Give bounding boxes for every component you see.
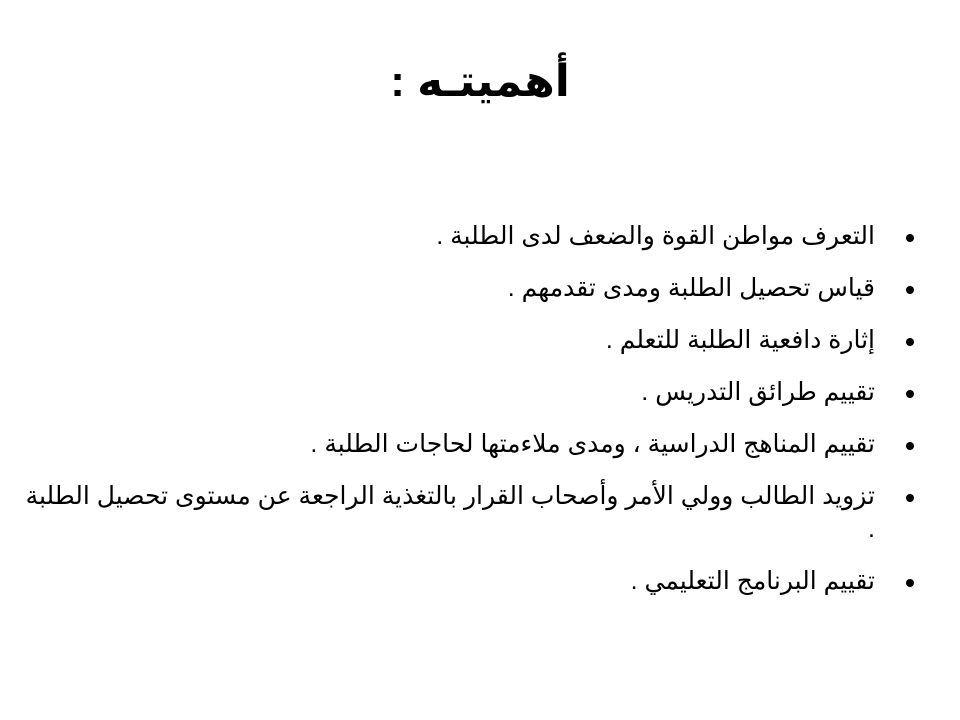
bullet-item (100, 565, 920, 598)
bullet-text: تقييم المناهج الدراسية ، ومدى ملاءمتها لحاجات الطلبة . (310, 430, 875, 458)
bullet-item (100, 324, 920, 357)
bullet-text: قياس تحصيل الطلبة ومدى تقدمهم . (507, 274, 875, 302)
bullet-dot-icon (906, 390, 914, 398)
bullet-text: إثارة دافعية الطلبة للتعلم . (605, 326, 875, 354)
bullet-text: تزويد الطالب وولي الأمر وأصحاب القرار بالتغذية الراجعة عن مستوى تحصيل الطلبة . (25, 482, 875, 543)
bullet-item (12, 480, 920, 546)
bullet-item (100, 428, 920, 461)
bullet-dot-icon (906, 579, 914, 587)
bullet-list (25, 220, 920, 617)
bullet-dot-icon (906, 338, 914, 346)
slide-title: أهميتـه : (390, 57, 570, 106)
bullet-text: تقييم البرنامج التعليمي . (630, 567, 875, 595)
bullet-dot-icon (906, 286, 914, 294)
bullet-dot-icon (906, 442, 914, 450)
bullet-text: تقييم طرائق التدريس . (641, 378, 875, 406)
bullet-dot-icon (906, 234, 914, 242)
bullet-item (100, 376, 920, 409)
bullet-item (100, 220, 920, 253)
bullet-dot-icon (906, 494, 914, 502)
bullet-item (100, 272, 920, 305)
bullet-text: التعرف مواطن القوة والضعف لدى الطلبة . (436, 222, 875, 250)
